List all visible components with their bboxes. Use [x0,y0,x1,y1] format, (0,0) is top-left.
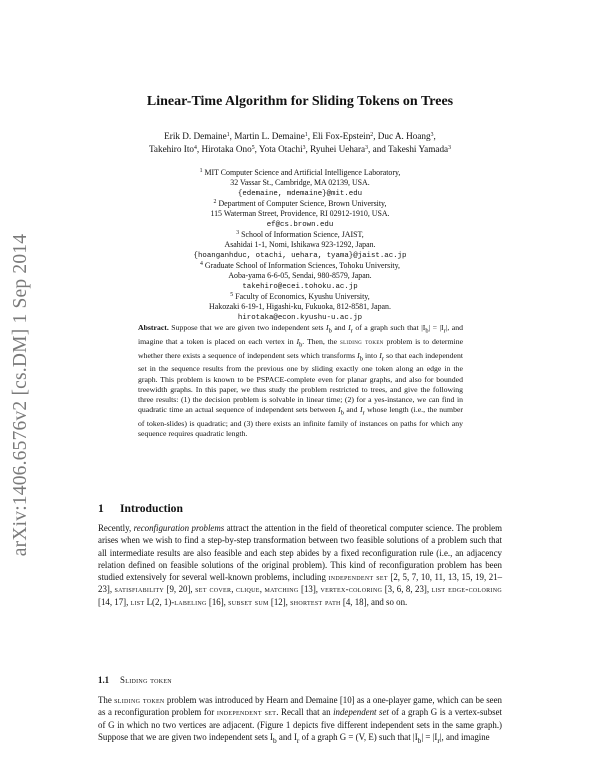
arxiv-identifier: arXiv:1406.6576v2 [cs.DM] 1 Sep 2014 [10,233,32,557]
author-line-2: Takehiro Ito$^4$, Hirotaka Ono$^5$, Yota Otachi$^3$, Ryuhei Uehara$^3$, and Takeshi Yamada$^3$ [148,143,452,154]
affiliation-1: $^1$ MIT Computer Science and Artificial Intelligence Laboratory, [199,168,401,177]
author-sup: 2 [370,132,374,138]
author-sup: 1 [226,132,230,138]
affiliation-4: $^4$ Graduate School of Information Sciences, Tohoku University, [199,261,401,271]
author: Ryuhei Uehara [310,143,366,154]
affiliation-5: $^5$ Faculty of Economics, Kyushu University, [230,292,370,302]
author-sup: 3 [302,144,306,151]
affiliation-2: $^2$ Department of Computer Science, Brown University, [213,199,387,209]
arxiv-stamp [0,215,42,575]
author: Takehiro Ito [148,143,194,154]
sliding-token-paragraph: The sliding token problem was introduced by Hearn and Demaine [10] as a one-player game, which can be seen as a reconfiguration problem for independent set. Recall that an independent set of a graph G is a vertex-subset of G in which no two vertices are adjacent. (Figure 1 depicts five different independent sets in the same graph.) Suppose that we are given two independent sets $I_b$ and $I_r$ of a graph G = (V, E) such that $|I_b| = |I_r|$, and imagine [98,695,503,745]
abstract-label: Abstract. [138,323,169,332]
email: {edemaine, mdemaine}@mit.edu [237,189,363,198]
author: Yota Otachi [258,143,303,154]
section-heading: 1 Introduction [98,502,183,515]
abstract: Abstract. Suppose that we are given two independent sets $I_b$ and $I_r$ of a graph such that $|I_b| = |I_r|$, and imagine that a token is placed on each vertex in $I_b$. Then, the sliding token problem is to determine whether there exists a sequence of independent sets which transforms $I_b$ into $I_r$ so that each independent set in the sequence results from the previous one by sliding exactly one token along an edge in the graph. This problem is known to be PSPACE-complete even for planar graphs, and also for bounded treewidth graphs. In this paper, we thus study the problem restricted to trees, and give the following three results: (1) the decision problem is solvable in linear time; (2) for a yes-instance, we can find in quadratic time an actual sequence of independent sets between $I_b$ and $I_r$ whose length (i.e., the number of token-slides) is quadratic; and (3) there exists an infinite family of instances on paths for which any sequence requires quadratic length. [138,323,464,439]
affiliation-3: $^3$ School of Information Science, JAIST, [236,230,364,240]
author: Hirotaka Ono [201,143,252,154]
author-list [100,130,500,155]
email: hirotaka@econ.kyushu-u.ac.jp [237,313,363,322]
email: takehiro@ecei.tohoku.ac.jp [242,282,358,291]
author-sup: 5 [251,144,255,151]
email: ef@cs.brown.edu [266,220,334,229]
intro-paragraph: Recently, reconfiguration problems attract the attention in the field of theoretical computer science. The problem arises when we wish to find a step-by-step transformation between two feasible solutions of a problem such that all intermediate results are also feasible and each step abides by a fixed reconfiguration rule (i.e., an adjacency relation defined on feasible solutions of the original problem). This kind of reconfiguration problem has been studied extensively for several well-known problems, including independent set [2, 5, 7, 10, 11, 13, 15, 19, 21–23], satisfiability [9, 20], set cover, clique, matching [13], vertex-coloring [3, 6, 8, 23], list edge-coloring [14, 17], list L(2, 1)-labeling [16], subset sum [12], shortest path [4, 18], and so on. [98,523,503,607]
subsection-heading: 1.1 Sliding token [98,675,172,685]
author: Eli Fox-Epstein [312,131,371,141]
affiliations: $^1$ MIT Computer Science and Artificial Intelligence Laboratory, 32 Vassar St., Cambridge, MA 02139, USA. {edemaine, mdemaine}@mit.edu $^2$ Department of Computer Science, Brown University, 115 Waterman Street, Providence, RI 02912-1910, USA. ef@cs.brown.edu $^3$ School of Information Science, JAIST, Asahidai 1-1, Nomi, Ishikawa 923-1292, Japan. {hoanganhduc, otachi, uehara, tyama}@jaist.ac.jp $^4$ Graduate School of Information Sciences, Tohoku University, Aoba-yama 6-6-05, Sendai, 980-8579, Japan. takehiro@ecei.tohoku.ac.jp $^5$ Faculty of Economics, Kyushu University, Hakozaki 6-19-1, Higashi-ku, Fukuoka, 812-8581, Japan. hirotaka@econ.kyushu-u.ac.jp [150,168,450,323]
author-sup: 1 [304,132,308,138]
author: Martin L. Demaine [234,131,305,141]
author: Duc A. Hoang [377,131,431,141]
paper-title: Linear-Time Algorithm for Sliding Tokens on Trees [146,94,454,109]
author: Erik D. Demaine [164,131,227,141]
author-sup: 3 [430,132,434,138]
email: {hoanganhduc, otachi, uehara, tyama}@jaist.ac.jp [193,251,407,260]
author-sup: 3 [365,144,369,151]
author-sup: 3 [448,144,452,151]
author-line-1: Erik D. Demaine$^1$, Martin L. Demaine$^1$, Eli Fox-Epstein$^2$, Duc A. Hoang$^3$, [164,131,436,141]
author: Takeshi Yamada [388,143,449,154]
author-sup: 4 [193,144,197,151]
